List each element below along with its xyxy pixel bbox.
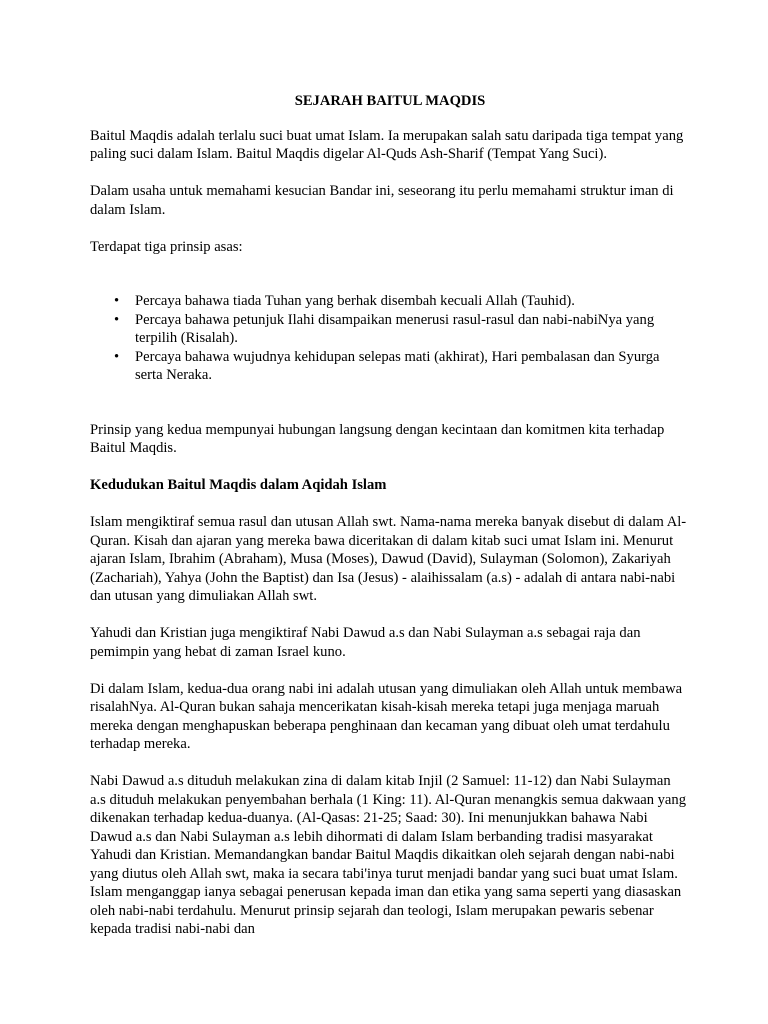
list-item <box>114 311 690 348</box>
intro-paragraph: Baitul Maqdis adalah terlalu suci buat umat Islam. Ia merupakan salah satu daripada tiga tempat yang paling suci dalam Islam. Baitul Maqdis digelar Al-Quds Ash-Sharif (Tempat Yang Suci). <box>90 127 684 162</box>
intro-paragraph: Dalam usaha untuk memahami kesucian Bandar ini, seseorang itu perlu memahami struktur iman di dalam Islam. <box>90 183 674 218</box>
document-title: SEJARAH BAITUL MAQDIS <box>294 93 486 109</box>
section-paragraph: Di dalam Islam, kedua-dua orang nabi ini adalah utusan yang dimuliakan oleh Allah untuk membawa risalahNya. Al-Quran bukan sahaja mencerikatan kisah-kisah mereka tetapi juga menjaga maruah mereka dengan menghapuskan beberapa penghinaan dan kecaman yang dibuat oleh umat terdahulu terhadap mereka. <box>90 680 683 752</box>
intro-paragraph: Terdapat tiga prinsip asas: <box>90 238 243 255</box>
section-paragraph: Yahudi dan Kristian juga mengiktiraf Nabi Dawud a.s dan Nabi Sulayman a.s sebagai raja dan pemimpin yang hebat di zaman Israel kuno. <box>90 625 641 660</box>
section-heading: Kedudukan Baitul Maqdis dalam Aqidah Islam <box>90 477 387 493</box>
section-paragraph: Islam mengiktiraf semua rasul dan utusan Allah swt. Nama-nama mereka banyak disebut di dalam Al-Quran. Kisah dan ajaran yang mereka bawa diceritakan di dalam kitab suci umat Islam ini. Menurut ajaran Islam, Ibrahim (Abraham), Musa (Moses), Dawud (David), Sulayman (Solomon), Zakariyah (Zachariah), Yahya (John the Baptist) dan Isa (Jesus) - alaihissalam (a.s) - adalah di antara nabi-nabi dan utusan yang dimuliakan Allah swt. <box>90 514 687 604</box>
list-item-text: Percaya bahawa tiada Tuhan yang berhak disembah kecuali Allah (Tauhid). <box>135 293 575 309</box>
list-item <box>114 292 690 311</box>
body-paragraph: Prinsip yang kedua mempunyai hubungan langsung dengan kecintaan dan komitmen kita terhadap Baitul Maqdis. <box>90 421 665 456</box>
bullet-icon: • <box>114 311 120 328</box>
principles-list <box>90 292 690 385</box>
section-paragraph: Nabi Dawud a.s dituduh melakukan zina di dalam kitab Injil (2 Samuel: 11-12) dan Nabi Sulayman a.s dituduh melakukan penyembahan berhala (1 King: 11). Al-Quran menangkis semua dakwaan yang dikenakan terhadap kedua-duanya. (Al-Qasas: 21-25; Saad: 30). Ini menunjukkan bahawa Nabi Dawud a.s dan Nabi Sulayman a.s lebih dihormati di dalam Islam berbanding tradisi masyarakat Yahudi dan Kristian. Memandangkan bandar Baitul Maqdis dikaitkan oleh sejarah dengan nabi-nabi yang diutus oleh Allah swt, maka ia secara tabi'inya turut menjadi bandar yang suci buat umat Islam. Islam menganggap ianya sebagai penerusan kepada iman dan etika yang sama seperti yang diasaskan oleh nabi-nabi terdahulu. Menurut prinsip sejarah dan teologi, Islam merupakan pewaris sebenar kepada tradisi nabi-nabi dan <box>90 773 687 937</box>
bullet-icon: • <box>114 293 120 309</box>
document-page <box>90 92 690 957</box>
list-item-text: Percaya bahawa wujudnya kehidupan selepas mati (akhirat), Hari pembalasan dan Syurga serta Neraka. <box>135 348 660 383</box>
list-item-text: Percaya bahawa petunjuk Ilahi disampaikan menerusi rasul-rasul dan nabi-nabiNya yang terpilih (Risalah). <box>135 311 655 346</box>
bullet-icon: • <box>114 348 120 365</box>
list-item <box>114 348 690 385</box>
